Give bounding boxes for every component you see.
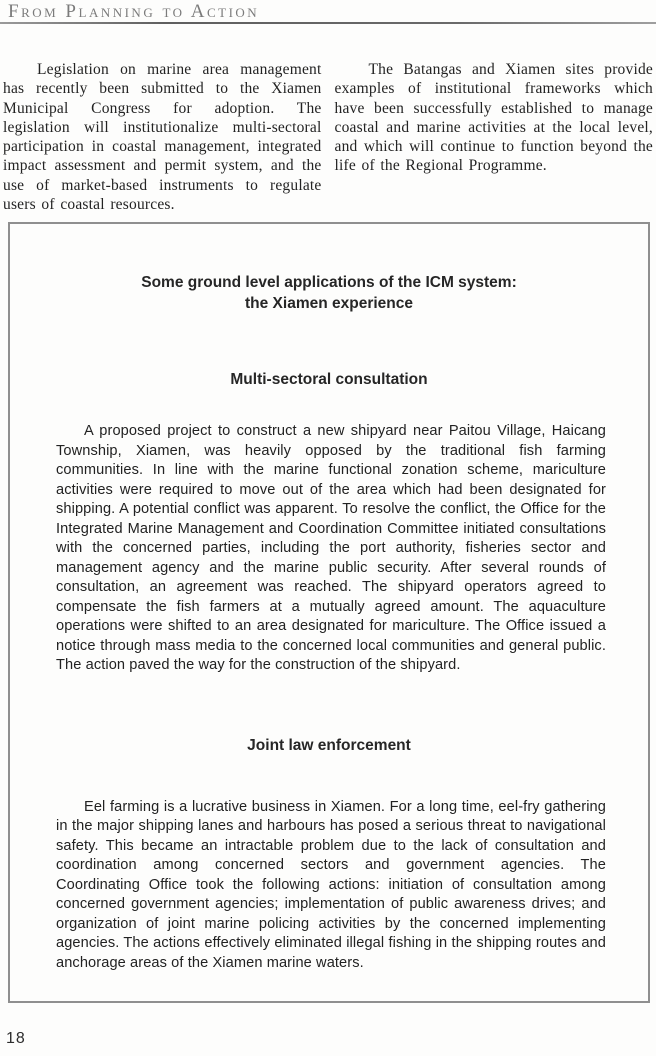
- section-heading-joint-law-enforcement: Joint law enforcement: [247, 736, 411, 754]
- intro-left-column: Legislation on marine area management has recently been submitted to the Xiamen Municipal Congress for adoption. The legislation will institutionalize multi-sectoral participation in coastal management, integrated impact assessment and permit system, and the use of market-based instruments to regulate users of coastal resources.: [3, 61, 322, 214]
- section-heading-multi-sectoral-consultation: Multi-sectoral consultation: [230, 371, 428, 388]
- intro-right-column: The Batangas and Xiamen sites provide examples of institutional frameworks which have been successfully established to manage coastal and marine activities at the local level, and which will continue to function beyond the life of the Regional Programme.: [334, 61, 653, 175]
- intro-columns: [3, 60, 653, 214]
- case-study-box: [8, 222, 650, 1003]
- case-box-title-line2: the Xiamen experience: [245, 295, 413, 312]
- header-rule: [0, 22, 656, 24]
- running-header: From Planning to Action: [8, 1, 260, 22]
- section-body-multi-sectoral-consultation: A proposed project to construct a new shipyard near Paitou Village, Haicang Township, Xiamen, was heavily opposed by the traditional fish farming communities. In line with the marine functional zonation scheme, mariculture activities were required to move out of the area which had been designated for shipping. A potential conflict was apparent. To resolve the conflict, the Office for the Integrated Marine Management and Coordination Committee initiated consultations with the concerned parties, including the port authority, fisheries sector and management agency and the marine public security. After several rounds of consultation, an agreement was reached. The shipyard operators agreed to compensate the fish farmers at a mutually agreed amount. The aquaculture operations were shifted to an area designated for mariculture. The Office issued a notice through mass media to the concerned local communities and general public. The action paved the way for the construction of the shipyard.: [56, 423, 606, 673]
- case-box-title-line1: Some ground level applications of the ICM system:: [141, 274, 517, 291]
- page-number: 18: [6, 1030, 26, 1047]
- case-box-title: [30, 272, 628, 314]
- section-body-joint-law-enforcement: Eel farming is a lucrative business in Xiamen. For a long time, eel-fry gathering in the major shipping lanes and harbours has posed a serious threat to navigational safety. This became an intractable problem due to the lack of consultation and coordination among concerned sectors and government agencies. The Coordinating Office took the following actions: initiation of consultation among concerned government agencies; implementation of public awareness drives; and organization of joint marine policing activities by the concerned implementing agencies. The actions effectively eliminated illegal fishing in the shipping routes and anchorage areas of the Xiamen marine waters.: [56, 798, 606, 971]
